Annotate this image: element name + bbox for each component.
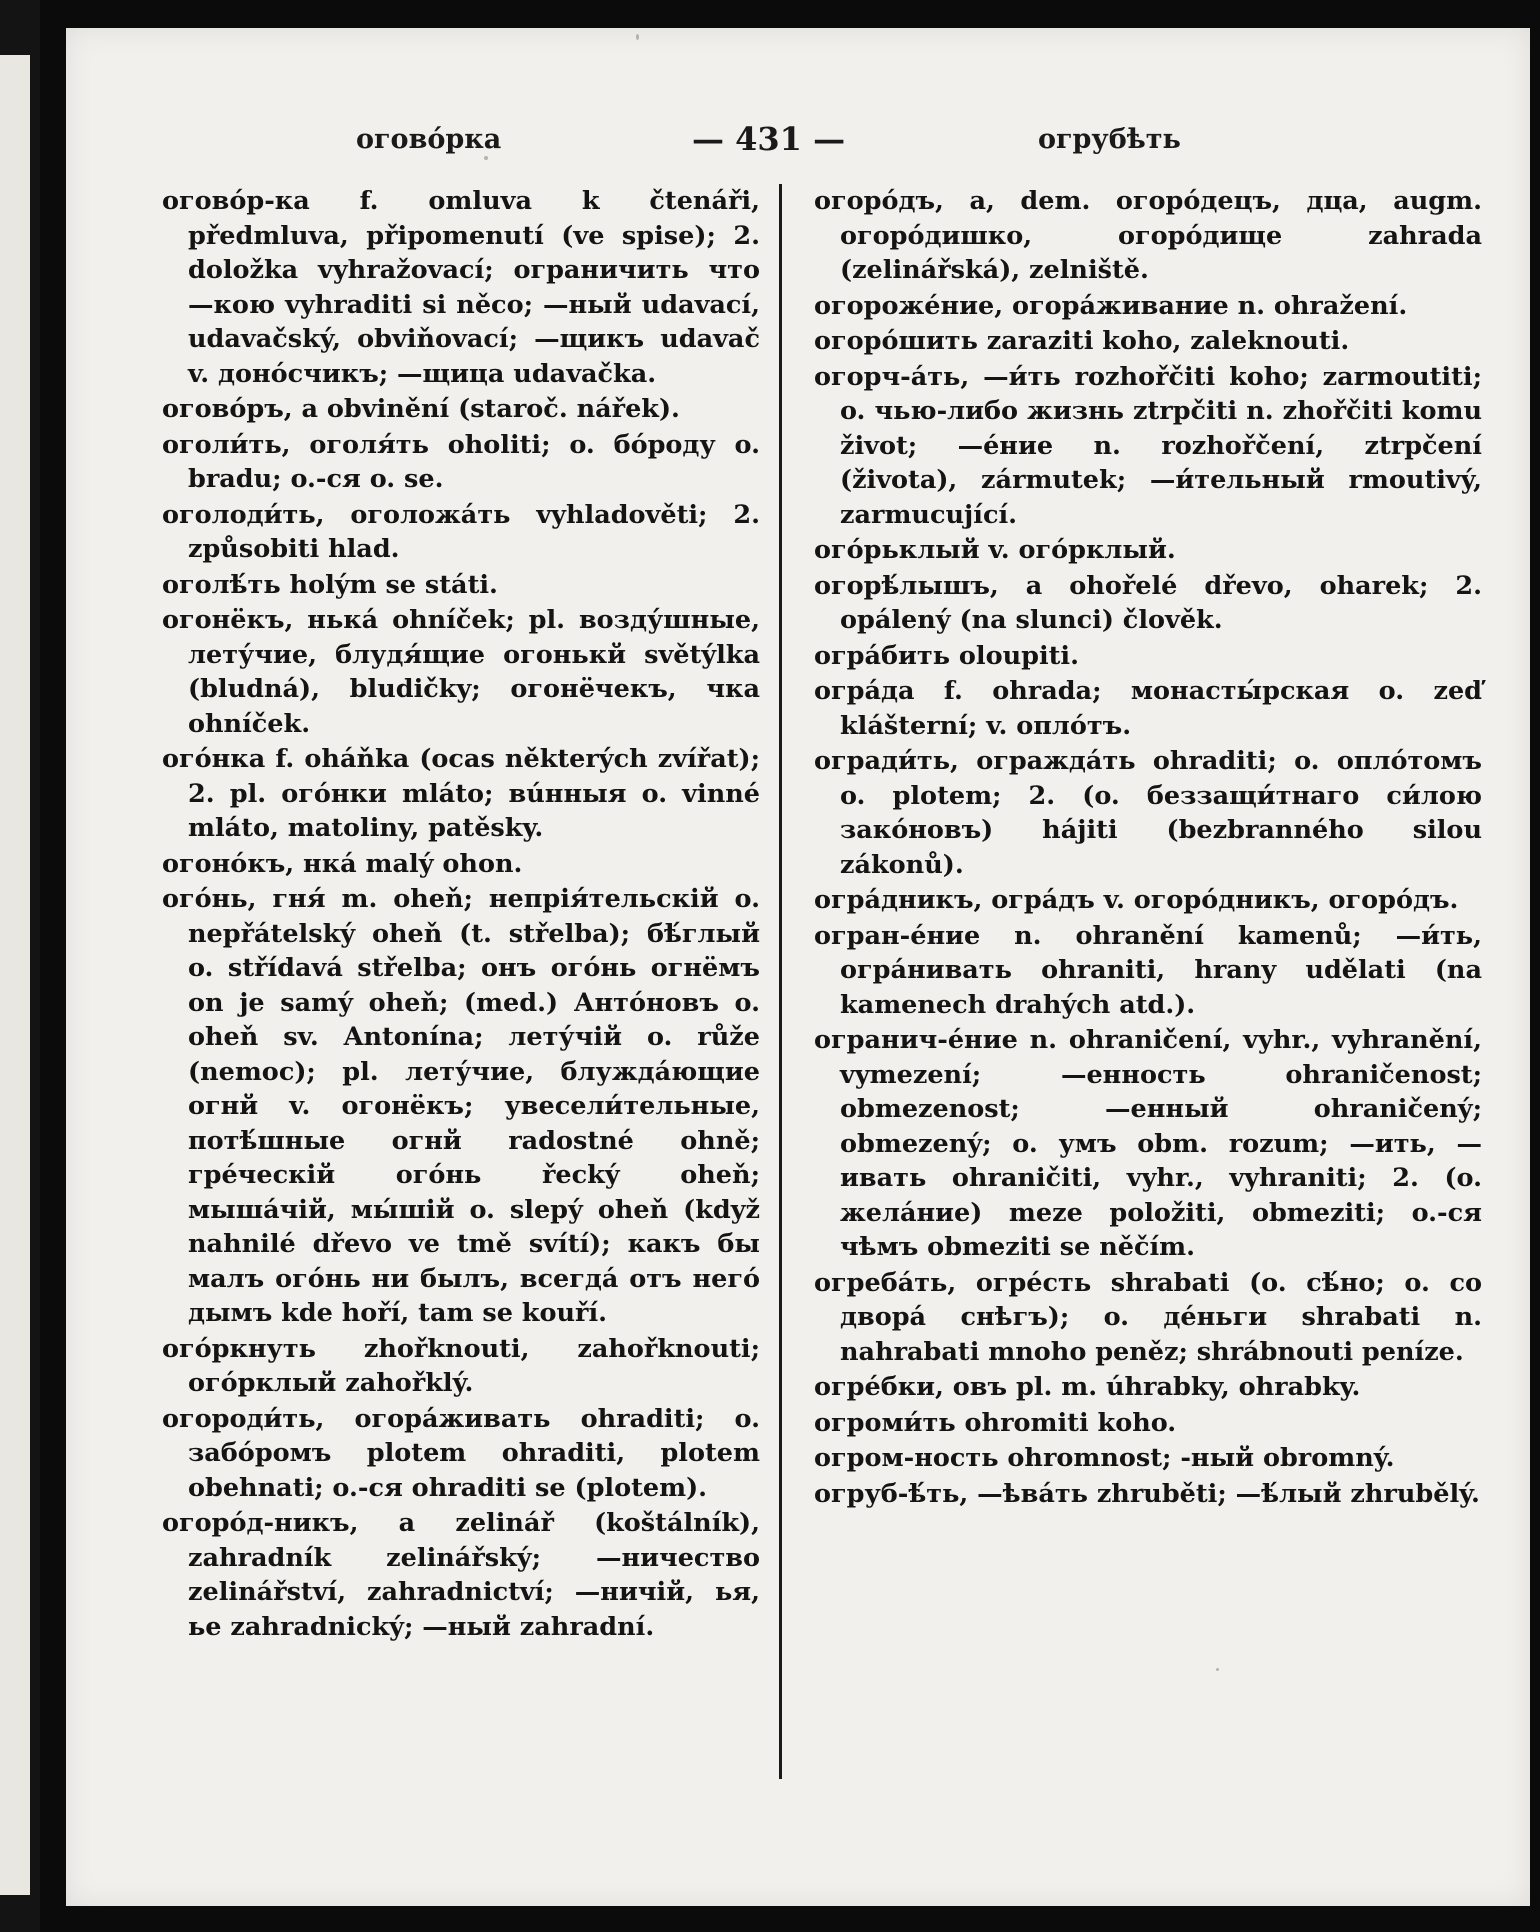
dictionary-entry: огонóкъ, нка́ malý ohon. <box>162 848 523 879</box>
column-divider <box>779 184 782 1779</box>
header-left-guide-word: оговóрка <box>356 124 502 155</box>
dictionary-entry: огóрьклый v. огóрклый. <box>814 535 1176 565</box>
header-right-guide-word: огрубѣть <box>1038 124 1181 155</box>
dictionary-entry: огонёкъ, нька́ ohníček; pl. возду́шные, лету́чие, блудя́щие огонькй světýlka (bludná), bludičky; огонёчекъ, чка ohníček. <box>162 605 760 739</box>
right-column <box>814 184 1482 1512</box>
dictionary-entry: оговóръ, a obvinění (staroč. nářek). <box>162 394 680 424</box>
dictionary-entry: огорѣ́лышъ, a ohořelé dřevo, oharek; 2. opálený (na slunci) člověk. <box>814 570 1482 635</box>
dictionary-entry: огорóдъ, a, dem. огорóдецъ, дца, augm. огорóдишко, огорóдище zahrada (zelinářská), zelniště. <box>814 186 1482 285</box>
dictionary-entry: огороди́ть, огора́живать ohraditi; o. забóромъ plotem ohraditi, plotem obehnati; o.-ся ohraditi se (plotem). <box>162 1403 760 1503</box>
paper-speck <box>1216 1668 1219 1671</box>
page-header <box>66 114 1530 174</box>
dictionary-entry: огром-ность ohromnost; -ный obromný. <box>814 1443 1395 1473</box>
dictionary-entry: огруб-ѣ́ть, —ѣвáть zhruběti; —ѣ́лый zhrubělý. <box>814 1478 1480 1509</box>
dictionary-entry: огребáть, огрéсть shrabati (o. сѣ́но; o. со дворá снѣгъ); o. дéньги shrabati n. nahrabati mnoho peněz; shrábnouti peníze. <box>814 1267 1482 1367</box>
dictionary-entry: огран-éние n. ohranění kamenů; —и́ть, огра́нивать ohraniti, hrany udělati (na kamenech drahých atd.). <box>814 920 1482 1020</box>
page-number: — 431 — <box>692 120 846 158</box>
adjacent-page-paper <box>0 55 30 1895</box>
dictionary-entry: огради́ть, огражда́ть ohraditi; o. оплóтомъ o. plotem; 2. (o. беззащи́тнаго си́лою закóновъ) hájiti (bezbranného silou zákonů). <box>814 746 1482 880</box>
dictionary-entry: оголоди́ть, оголожа́ть vyhladověti; 2. způsobiti hlad. <box>162 499 760 564</box>
dictionary-entry: огрéбки, овъ pl. m. úhrabky, ohrabky. <box>814 1372 1361 1402</box>
dictionary-entry: огорóд-никъ, a zelinář (koštálník), zahradník zelinářský; —ничество zelinářství, zahradnictví; —ничій, ья, ье zahradnický; —ный zahradní. <box>162 1508 760 1642</box>
dictionary-entry: оговóр-ка f. omluva k čtenáři, předmluva, připomenutí (ve spise); 2. doložka vyhražovací; ограничить что —кою vyhraditi si něco; —ный udavací, udavačský, obviňovací; —щикъ udavač v. донóсчикъ; —щица udavačka. <box>162 186 760 389</box>
dictionary-entry: огра́да f. ohrada; монасты́рская o. zeď klášterní; v. оплóтъ. <box>814 676 1482 741</box>
dictionary-entry: огóнка f. oháňka (ocas některých zvířat); 2. pl. огóнки mláto; вúнныя o. vinné mláto, matoliny, patěsky. <box>162 744 760 843</box>
dictionary-entry: огорожéние, огора́живание n. ohražení. <box>814 290 1408 321</box>
dictionary-entry: огорч-áть, —и́ть rozhořčiti koho; zarmoutiti; o. чью-либо жизнь ztrpčiti n. zhořčiti komu život; —éние n. rozhořčení, ztrpčení (života), zármutek; —и́тельный rmoutivý, zarmucující. <box>814 361 1482 530</box>
dictionary-entry: огóнь, гня́ m. oheň; непрія́тельскій o. nepřátelský oheň (t. střelba); бѣ́глый o. střídavá střelba; онъ огóнь огнёмъ on je samý oheň; (med.) Антóновъ o. oheň sv. Antonína; лету́чій o. růže (nemoc); pl. лету́чие, блужда́ющие огнй v. огонёкъ; увесели́тельные, потѣ́шные огнй radostné ohně; грéческій огóнь řecký oheň; мышáчій, мы́шій o. slepý oheň (když nahnilé dřevo ve tmě svítí); какъ бы малъ огóнь ни былъ, всегдá отъ негó дымъ kde hoří, tam se kouří. <box>162 884 760 1328</box>
adjacent-page-edge <box>0 0 40 1932</box>
dictionary-entry: огранич-éние n. ohraničení, vyhr., vyhranění, vymezení; —енность ohraničenost; obmezenost; —енный ohraničený; obmezený; o. умъ obm. rozum; —ить, —ивать ohraničiti, vyhr., vyhraniti; 2. (o. желáние) meze položiti, obmeziti; o.-ся чѣмъ obmeziti se něčím. <box>814 1025 1482 1262</box>
dictionary-page <box>66 28 1530 1906</box>
left-column <box>162 184 760 1645</box>
dictionary-entry: огóркнуть zhořknouti, zahořknouti; огóрклый zahořklý. <box>162 1333 760 1398</box>
paper-speck <box>484 156 488 160</box>
dictionary-entry: огра́бить oloupiti. <box>814 640 1079 671</box>
dictionary-entry: огроми́ть ohromiti koho. <box>814 1407 1177 1438</box>
paper-speck <box>636 34 639 40</box>
dictionary-entry: огорóшить zaraziti koho, zaleknouti. <box>814 326 1350 356</box>
dictionary-entry: огра́дникъ, огра́дъ v. огорóдникъ, огорóдъ. <box>814 885 1459 915</box>
dictionary-entry: оголѣ́ть holým se státi. <box>162 569 498 600</box>
dictionary-entry: оголи́ть, оголя́ть oholiti; o. бóроду o. bradu; o.-ся o. se. <box>162 429 760 494</box>
